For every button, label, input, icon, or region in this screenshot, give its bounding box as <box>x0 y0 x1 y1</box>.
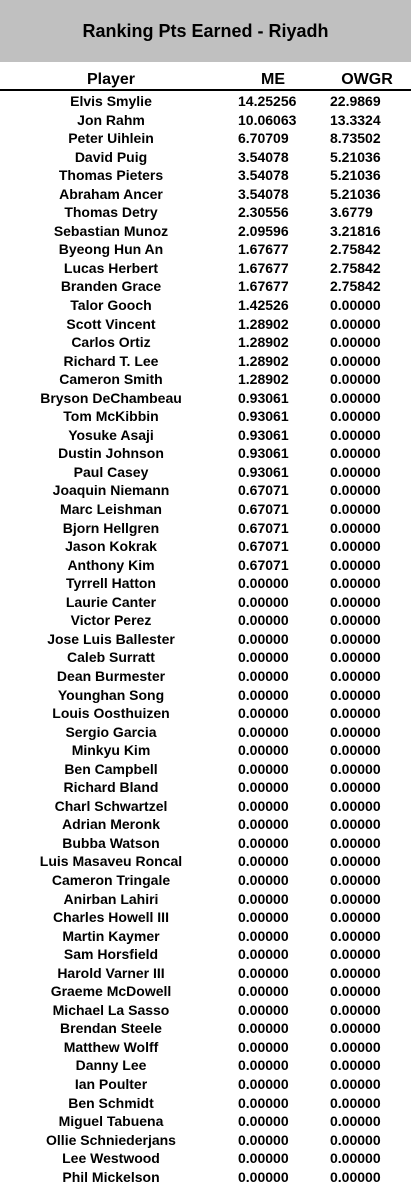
owgr-points-cell: 2.75842 <box>330 241 381 258</box>
table-row <box>0 723 411 742</box>
player-name-cell: Ollie Schniederjans <box>46 1131 176 1148</box>
me-points-cell: 0.00000 <box>238 983 289 1000</box>
owgr-points-cell: 5.21036 <box>330 185 381 202</box>
table-row <box>0 277 411 296</box>
me-points-cell: 0.00000 <box>238 760 289 777</box>
header-divider <box>0 89 411 91</box>
owgr-points-cell: 0.00000 <box>330 408 381 425</box>
player-name-cell: Lucas Herbert <box>63 259 159 276</box>
table-row <box>0 927 411 946</box>
owgr-points-cell: 0.00000 <box>330 723 381 740</box>
player-name-cell: Dustin Johnson <box>58 445 164 462</box>
owgr-points-cell: 0.00000 <box>330 556 381 573</box>
owgr-points-cell: 0.00000 <box>330 797 381 814</box>
table-row <box>0 871 411 890</box>
owgr-points-cell: 0.00000 <box>330 946 381 963</box>
me-points-cell: 0.00000 <box>238 649 289 666</box>
table-row <box>0 1038 411 1057</box>
owgr-points-cell: 0.00000 <box>330 909 381 926</box>
player-name-cell: Anthony Kim <box>67 556 155 573</box>
player-name-cell: Bubba Watson <box>62 834 160 851</box>
owgr-points-cell: 0.00000 <box>330 630 381 647</box>
me-points-cell: 0.00000 <box>238 686 289 703</box>
player-name-cell: Marc Leishman <box>60 501 162 518</box>
me-points-cell: 2.30556 <box>238 204 289 221</box>
owgr-points-cell: 2.75842 <box>330 278 381 295</box>
player-name-cell: Sergio Garcia <box>65 723 157 740</box>
me-points-cell: 1.67677 <box>238 278 289 295</box>
owgr-points-cell: 0.00000 <box>330 334 381 351</box>
table-row <box>0 148 411 167</box>
ranking-table <box>0 92 411 1186</box>
player-name-cell: Jon Rahm <box>77 111 145 128</box>
me-points-cell: 0.00000 <box>238 927 289 944</box>
owgr-points-cell: 0.00000 <box>330 297 381 314</box>
owgr-points-cell: 0.00000 <box>330 593 381 610</box>
table-row <box>0 537 411 556</box>
page-title: Ranking Pts Earned - Riyadh <box>82 21 329 41</box>
player-name-cell: Younghan Song <box>57 686 165 703</box>
player-name-cell: Miguel Tabuena <box>58 1113 164 1130</box>
owgr-points-cell: 0.00000 <box>330 1038 381 1055</box>
player-name-cell: Anirban Lahiri <box>63 890 159 907</box>
table-row <box>0 1019 411 1038</box>
table-row <box>0 1075 411 1094</box>
table-row <box>0 815 411 834</box>
me-points-cell: 0.00000 <box>238 1038 289 1055</box>
player-name-cell: David Puig <box>74 148 148 165</box>
player-name-cell: Cameron Smith <box>59 371 163 388</box>
table-row <box>0 463 411 482</box>
player-name-cell: Brendan Steele <box>60 1020 162 1037</box>
table-row <box>0 203 411 222</box>
me-points-cell: 0.00000 <box>238 667 289 684</box>
me-points-cell: 0.67071 <box>238 556 289 573</box>
player-name-cell: Cameron Tringale <box>51 871 171 888</box>
me-points-cell: 0.00000 <box>238 705 289 722</box>
owgr-points-cell: 0.00000 <box>330 371 381 388</box>
table-row <box>0 222 411 241</box>
me-points-cell: 0.00000 <box>238 909 289 926</box>
player-name-cell: Paul Casey <box>73 463 149 480</box>
me-points-cell: 0.93061 <box>238 408 289 425</box>
me-points-cell: 0.00000 <box>238 1131 289 1148</box>
table-row <box>0 296 411 315</box>
player-name-cell: Bjorn Hellgren <box>62 519 160 536</box>
owgr-points-cell: 0.00000 <box>330 463 381 480</box>
me-points-cell: 0.00000 <box>238 1020 289 1037</box>
me-points-cell: 14.25256 <box>238 93 297 109</box>
owgr-points-cell: 0.00000 <box>330 575 381 592</box>
me-points-cell: 1.67677 <box>238 259 289 276</box>
me-points-cell: 3.54078 <box>238 185 289 202</box>
player-name-cell: Tom McKibbin <box>63 408 159 425</box>
table-row <box>0 908 411 927</box>
player-name-cell: Jose Luis Ballester <box>47 630 175 647</box>
table-row <box>0 370 411 389</box>
me-points-cell: 6.70709 <box>238 130 289 147</box>
owgr-points-cell: 0.00000 <box>330 649 381 666</box>
player-name-cell: Bryson DeChambeau <box>40 389 182 406</box>
player-name-cell: Ben Schmidt <box>68 1094 154 1111</box>
owgr-points-cell: 0.00000 <box>330 1057 381 1074</box>
table-row <box>0 630 411 649</box>
table-row <box>0 519 411 538</box>
owgr-points-cell: 3.6779 <box>330 204 373 221</box>
owgr-points-cell: 0.00000 <box>330 760 381 777</box>
player-name-cell: Luis Masaveu Roncal <box>39 853 183 870</box>
table-row <box>0 1149 411 1168</box>
me-points-cell: 0.00000 <box>238 946 289 963</box>
player-name-cell: Dean Burmester <box>56 667 166 684</box>
table-row <box>0 852 411 871</box>
me-points-cell: 0.67071 <box>238 519 289 536</box>
table-row <box>0 1001 411 1020</box>
player-name-cell: Michael La Sasso <box>52 1001 170 1018</box>
owgr-points-cell: 0.00000 <box>330 927 381 944</box>
table-row <box>0 945 411 964</box>
player-name-cell: Jason Kokrak <box>65 538 157 555</box>
table-row <box>0 500 411 519</box>
me-points-cell: 0.00000 <box>238 630 289 647</box>
player-name-cell: Laurie Canter <box>65 593 157 610</box>
me-points-cell: 0.93061 <box>238 389 289 406</box>
table-row <box>0 890 411 909</box>
player-name-cell: Thomas Pieters <box>58 167 164 184</box>
table-row <box>0 1131 411 1150</box>
me-points-cell: 0.00000 <box>238 853 289 870</box>
player-name-cell: Phil Mickelson <box>62 1168 160 1185</box>
table-row <box>0 982 411 1001</box>
owgr-points-cell: 0.00000 <box>330 501 381 518</box>
owgr-points-cell: 0.00000 <box>330 1001 381 1018</box>
me-points-cell: 0.00000 <box>238 797 289 814</box>
me-points-cell: 2.09596 <box>238 222 289 239</box>
table-row <box>0 648 411 667</box>
table-row <box>0 426 411 445</box>
player-name-cell: Louis Oosthuizen <box>52 705 170 722</box>
table-row <box>0 556 411 575</box>
table-row <box>0 964 411 983</box>
me-points-cell: 0.00000 <box>238 593 289 610</box>
player-name-cell: Lee Westwood <box>62 1150 160 1167</box>
table-row <box>0 444 411 463</box>
player-name-cell: Scott Vincent <box>66 315 156 332</box>
player-name-cell: Joaquin Niemann <box>52 482 170 499</box>
player-name-cell: Charl Schwartzel <box>54 797 168 814</box>
table-row <box>0 315 411 334</box>
player-name-cell: Minkyu Kim <box>71 742 151 759</box>
owgr-points-cell: 5.21036 <box>330 148 381 165</box>
player-name-cell: Richard Bland <box>63 779 159 796</box>
owgr-points-cell: 8.73502 <box>330 130 381 147</box>
me-points-cell: 0.93061 <box>238 445 289 462</box>
me-points-cell: 0.00000 <box>238 612 289 629</box>
column-header-me: ME <box>261 71 285 88</box>
me-points-cell: 0.67071 <box>238 482 289 499</box>
table-row <box>0 574 411 593</box>
owgr-points-cell: 0.00000 <box>330 779 381 796</box>
owgr-points-cell: 22.9869 <box>330 93 381 109</box>
table-row <box>0 1094 411 1113</box>
owgr-points-cell: 0.00000 <box>330 667 381 684</box>
me-points-cell: 1.67677 <box>238 241 289 258</box>
me-points-cell: 0.00000 <box>238 1001 289 1018</box>
player-name-cell: Caleb Surratt <box>67 649 155 666</box>
me-points-cell: 0.00000 <box>238 723 289 740</box>
me-points-cell: 0.00000 <box>238 779 289 796</box>
table-row <box>0 760 411 779</box>
me-points-cell: 0.67071 <box>238 501 289 518</box>
player-name-cell: Sam Horsfield <box>63 946 159 963</box>
owgr-points-cell: 0.00000 <box>330 816 381 833</box>
me-points-cell: 10.06063 <box>238 111 297 128</box>
table-row <box>0 185 411 204</box>
table-row <box>0 686 411 705</box>
table-row <box>0 1168 411 1187</box>
player-name-cell: Richard T. Lee <box>63 352 159 369</box>
table-row <box>0 611 411 630</box>
owgr-points-cell: 0.00000 <box>330 538 381 555</box>
me-points-cell: 0.00000 <box>238 834 289 851</box>
player-name-cell: Sebastian Munoz <box>53 222 169 239</box>
table-row <box>0 389 411 408</box>
owgr-points-cell: 0.00000 <box>330 1075 381 1092</box>
me-points-cell: 0.00000 <box>238 964 289 981</box>
player-name-cell: Martin Kaymer <box>62 927 160 944</box>
me-points-cell: 0.00000 <box>238 816 289 833</box>
me-points-cell: 1.28902 <box>238 371 289 388</box>
table-row <box>0 92 411 111</box>
me-points-cell: 0.93061 <box>238 426 289 443</box>
me-points-cell: 3.54078 <box>238 148 289 165</box>
owgr-points-cell: 0.00000 <box>330 1131 381 1148</box>
me-points-cell: 0.00000 <box>238 890 289 907</box>
table-row <box>0 129 411 148</box>
owgr-points-cell: 0.00000 <box>330 445 381 462</box>
player-name-cell: Adrian Meronk <box>61 816 160 833</box>
me-points-cell: 0.67071 <box>238 538 289 555</box>
me-points-cell: 1.28902 <box>238 315 289 332</box>
column-header-owgr: OWGR <box>341 71 393 88</box>
me-points-cell: 0.00000 <box>238 1150 289 1167</box>
table-row <box>0 259 411 278</box>
owgr-points-cell: 0.00000 <box>330 705 381 722</box>
owgr-points-cell: 0.00000 <box>330 426 381 443</box>
player-name-cell: Talor Gooch <box>70 297 152 314</box>
player-name-cell: Graeme McDowell <box>50 983 172 1000</box>
player-name-cell: Ian Poulter <box>74 1075 148 1092</box>
me-points-cell: 0.00000 <box>238 575 289 592</box>
me-points-cell: 0.00000 <box>238 1057 289 1074</box>
owgr-points-cell: 0.00000 <box>330 389 381 406</box>
owgr-points-cell: 0.00000 <box>330 1168 381 1185</box>
owgr-points-cell: 2.75842 <box>330 259 381 276</box>
owgr-points-cell: 0.00000 <box>330 352 381 369</box>
table-row <box>0 1056 411 1075</box>
owgr-points-cell: 0.00000 <box>330 1150 381 1167</box>
me-points-cell: 1.28902 <box>238 334 289 351</box>
player-name-cell: Victor Perez <box>70 612 152 629</box>
owgr-points-cell: 0.00000 <box>330 834 381 851</box>
player-name-cell: Carlos Ortiz <box>71 334 151 351</box>
owgr-points-cell: 0.00000 <box>330 315 381 332</box>
table-row <box>0 667 411 686</box>
table-row <box>0 407 411 426</box>
table-row <box>0 352 411 371</box>
owgr-points-cell: 0.00000 <box>330 686 381 703</box>
owgr-points-cell: 0.00000 <box>330 871 381 888</box>
owgr-points-cell: 0.00000 <box>330 612 381 629</box>
player-name-cell: Branden Grace <box>60 278 162 295</box>
table-row <box>0 741 411 760</box>
column-header-player: Player <box>86 71 136 88</box>
owgr-points-cell: 0.00000 <box>330 519 381 536</box>
owgr-points-cell: 0.00000 <box>330 853 381 870</box>
player-name-cell: Danny Lee <box>75 1057 147 1074</box>
owgr-points-cell: 3.21816 <box>330 222 381 239</box>
table-row <box>0 778 411 797</box>
title-bar <box>0 0 411 62</box>
me-points-cell: 1.28902 <box>238 352 289 369</box>
player-name-cell: Tyrrell Hatton <box>66 575 156 592</box>
owgr-points-cell: 0.00000 <box>330 890 381 907</box>
table-row <box>0 834 411 853</box>
owgr-points-cell: 0.00000 <box>330 1113 381 1130</box>
table-row <box>0 704 411 723</box>
table-row <box>0 1112 411 1131</box>
owgr-points-cell: 0.00000 <box>330 1094 381 1111</box>
table-row <box>0 240 411 259</box>
me-points-cell: 0.00000 <box>238 1113 289 1130</box>
me-points-cell: 0.00000 <box>238 1094 289 1111</box>
owgr-points-cell: 5.21036 <box>330 167 381 184</box>
player-name-cell: Ben Campbell <box>64 760 158 777</box>
player-name-cell: Elvis Smylie <box>70 93 152 109</box>
me-points-cell: 0.93061 <box>238 463 289 480</box>
player-name-cell: Harold Varner III <box>57 964 165 981</box>
player-name-cell: Yosuke Asaji <box>68 426 154 443</box>
owgr-points-cell: 0.00000 <box>330 742 381 759</box>
player-name-cell: Matthew Wolff <box>63 1038 159 1055</box>
owgr-points-cell: 13.3324 <box>330 111 381 128</box>
owgr-points-cell: 0.00000 <box>330 1020 381 1037</box>
me-points-cell: 0.00000 <box>238 1168 289 1185</box>
me-points-cell: 3.54078 <box>238 167 289 184</box>
owgr-points-cell: 0.00000 <box>330 983 381 1000</box>
table-row <box>0 481 411 500</box>
me-points-cell: 0.00000 <box>238 1075 289 1092</box>
table-row <box>0 111 411 130</box>
player-name-cell: Byeong Hun An <box>58 241 164 258</box>
table-row <box>0 333 411 352</box>
table-row <box>0 593 411 612</box>
player-name-cell: Peter Uihlein <box>68 130 154 147</box>
player-name-cell: Charles Howell III <box>53 909 169 926</box>
me-points-cell: 1.42526 <box>238 297 289 314</box>
table-row <box>0 166 411 185</box>
owgr-points-cell: 0.00000 <box>330 964 381 981</box>
player-name-cell: Thomas Detry <box>64 204 158 221</box>
table-row <box>0 797 411 816</box>
owgr-points-cell: 0.00000 <box>330 482 381 499</box>
me-points-cell: 0.00000 <box>238 871 289 888</box>
me-points-cell: 0.00000 <box>238 742 289 759</box>
player-name-cell: Abraham Ancer <box>59 185 163 202</box>
